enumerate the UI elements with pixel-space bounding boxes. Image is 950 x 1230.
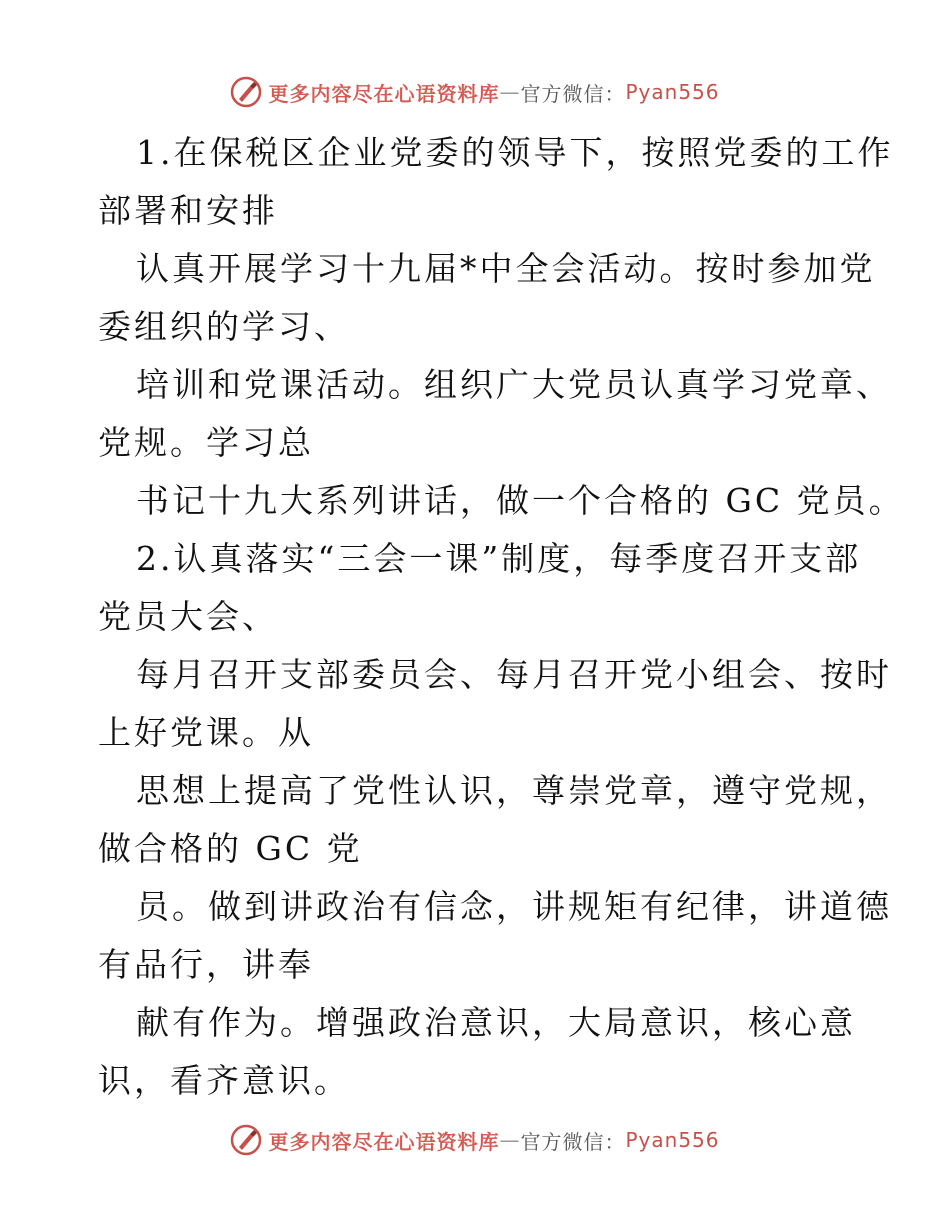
text-line: 献有作为。增强政治意识，大局意识，核心意 [136, 1003, 856, 1042]
watermark-dash: — [499, 80, 521, 104]
footer-watermark [0, 1120, 950, 1160]
text-line: 党员大会、 [98, 597, 278, 636]
text-line: 员。做到讲政治有信念，讲规矩有纪律，讲道德 [136, 887, 892, 926]
text-line: 上好党课。从 [98, 713, 314, 752]
text-line: 做合格的 GC 党 [98, 829, 363, 868]
watermark-wechat-id: Pyan556 [625, 80, 720, 104]
text-line: 认真开展学习十九届*中全会活动。按时参加党 [136, 249, 876, 288]
text-line: 培训和党课活动。组织广大党员认真学习党章、 [136, 365, 892, 404]
watermark-brand: 更多内容尽在心语资料库 [268, 1129, 500, 1154]
header-watermark [0, 72, 950, 112]
watermark-official-label: 官方微信： [520, 81, 626, 106]
text-line: 思想上提高了党性认识，尊崇党章，遵守党规， [136, 771, 892, 810]
watermark-wechat-id: Pyan556 [625, 1128, 720, 1152]
text-line: 部署和安排 [98, 191, 278, 230]
watermark-official-label: 官方微信： [520, 1129, 626, 1154]
pen-logo-icon [230, 1124, 262, 1156]
text-line: 委组织的学习、 [98, 307, 350, 346]
text-line: 有品行，讲奉 [98, 945, 314, 984]
pen-logo-icon [230, 76, 262, 108]
watermark-brand: 更多内容尽在心语资料库 [268, 81, 500, 106]
text-line: 1.在保税区企业党委的领导下，按照党委的工作 [136, 133, 894, 172]
text-line: 识，看齐意识。 [98, 1061, 350, 1100]
watermark-dash: — [499, 1128, 521, 1152]
text-line: 党规。学习总 [98, 423, 314, 462]
text-line: 2.认真落实“三会一课”制度，每季度召开支部 [136, 539, 862, 578]
text-line: 每月召开支部委员会、每月召开党小组会、按时 [136, 655, 892, 694]
text-line: 书记十九大系列讲话，做一个合格的 GC 党员。 [136, 481, 905, 520]
document-body [98, 124, 905, 1110]
